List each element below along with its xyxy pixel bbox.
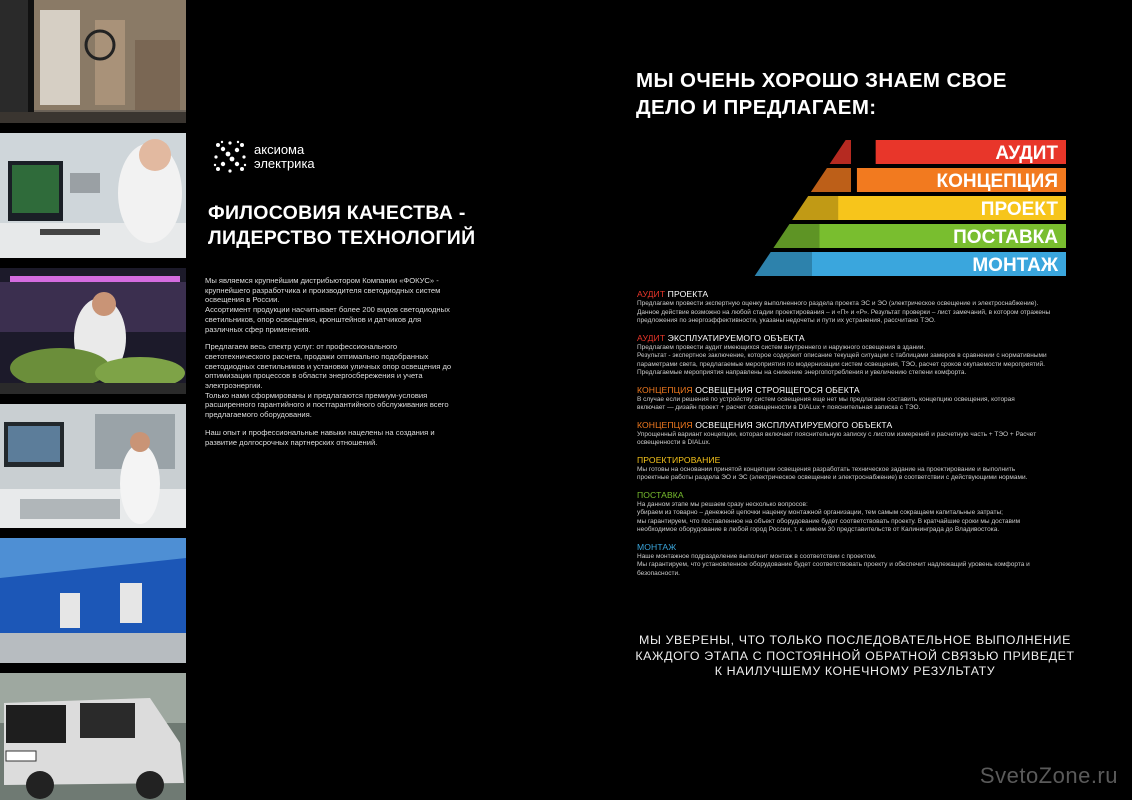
service-section bbox=[637, 289, 1077, 326]
closing-statement bbox=[600, 633, 1110, 680]
service-title-rest: ЭКСПЛУАТИРУЕМОГО ОБЪЕКТА bbox=[665, 332, 805, 343]
service-section bbox=[637, 385, 1077, 413]
service-section bbox=[637, 333, 1077, 378]
service-description: Предлагаем провести аудит имеющихся систем внутреннего и наружного освещения в здании. Результат - экспертное заключение, которое содержит описание текущей ситуации с таблицами замеров в сравнении с нормативными параметрами света, предлагаемые мероприятия по модернизации систем освещения, ТЭО, расчет сроков окупаемости мероприятий. Предлагаемые мероприятия направлены на снижение энергопотребления и увеличению степени комфорта. bbox=[637, 343, 1047, 376]
axioma-logo-icon bbox=[212, 139, 248, 175]
photo-strip bbox=[0, 0, 186, 800]
logo-line1: аксиома bbox=[254, 142, 305, 157]
service-description: Упрощенный вариант концепции, которая включает пояснительную записку с листом измерений и расчетную часть + ТЭО + Расчет освещенности в DIALux. bbox=[637, 430, 1037, 446]
logo-line2: электрика bbox=[254, 156, 315, 171]
service-section bbox=[637, 455, 1077, 483]
service-description: Наше монтажное подразделение выполнит монтаж в соответствии с проектом. Мы гарантируем, что установленное оборудование будет соответствовать проекту и обеспечит надлежащий уровень комфорта и безопасности. bbox=[637, 552, 1030, 577]
photo-testing-lab bbox=[0, 404, 186, 528]
left-paragraph: Предлагаем весь спектр услуг: от профессионального светотехнического расчета, продажи оптимально подобранных светодиодных светильников и установки уличных опор освещения до оптимизации процессов в области энергосбережения и учета электроэнергии. Только нами сформированы и предлагаются премиум-условия расширенного гарантийного и постгарантийного обслуживания всего предлагаемого оборудования. bbox=[205, 342, 452, 420]
photo-lab-plants bbox=[0, 268, 186, 394]
right-heading bbox=[636, 67, 1076, 121]
pyramid-level bbox=[755, 252, 1066, 276]
services-list bbox=[637, 289, 1077, 585]
service-description: Мы готовы на основании принятой концепции освещения разработать техническое задание на проектирование и выполнить проектные работы раздела ЭО и ЭС (электрическое освещение и электроснабжение) в соответствии с действующими нормами. bbox=[637, 465, 1028, 481]
pyramid-label: ПОСТАВКА bbox=[953, 227, 1058, 248]
photo-company-van bbox=[0, 673, 186, 800]
service-heading bbox=[637, 333, 1077, 343]
service-heading bbox=[637, 289, 1077, 299]
photo-engineer-computer bbox=[0, 133, 186, 258]
service-key: АУДИТ bbox=[637, 289, 666, 299]
pyramid-face bbox=[811, 168, 851, 192]
photo-warehouse-building bbox=[0, 538, 186, 663]
right-heading-line1: МЫ ОЧЕНЬ ХОРОШО ЗНАЕМ СВОЕ bbox=[636, 69, 1007, 92]
service-key: КОНЦЕПЦИЯ bbox=[637, 419, 693, 430]
pyramid-level bbox=[811, 168, 1066, 192]
service-title-rest: ОСВЕЩЕНИЯ СТРОЯЩЕГОСЯ ОБЕКТА bbox=[692, 384, 860, 395]
closing-line2: КАЖДОГО ЭТАПА С ПОСТОЯННОЙ ОБРАТНОЙ СВЯЗЬЮ ПРИВЕДЕТ bbox=[635, 648, 1075, 663]
service-title-rest: ПРОЕКТА bbox=[665, 289, 709, 299]
service-key: МОНТАЖ bbox=[637, 541, 677, 552]
left-heading-line1: ФИЛОСОВИЯ КАЧЕСТВА - bbox=[208, 202, 466, 224]
company-logo bbox=[212, 139, 332, 175]
pyramid-label: КОНЦЕПЦИЯ bbox=[936, 171, 1058, 192]
pyramid-label: АУДИТ bbox=[995, 143, 1058, 164]
left-paragraph: Наш опыт и профессиональные навыки нацелены на создания и развитие долгосрочных партнерских отношений. bbox=[205, 427, 435, 447]
service-section bbox=[637, 420, 1077, 448]
pyramid-level bbox=[773, 224, 1066, 248]
pyramid-label: ПРОЕКТ bbox=[980, 199, 1058, 220]
pyramid-label: МОНТАЖ bbox=[972, 255, 1058, 276]
closing-line1: МЫ УВЕРЕНЫ, ЧТО ТОЛЬКО ПОСЛЕДОВАТЕЛЬНОЕ ВЫПОЛНЕНИЕ bbox=[639, 633, 1071, 647]
left-heading bbox=[208, 201, 528, 251]
service-heading bbox=[637, 455, 1077, 465]
service-key: КОНЦЕПЦИЯ bbox=[637, 384, 693, 395]
service-description: На данном этапе мы решаем сразу несколько вопросов: убираем из товарно – денежной цепочки наценку монтажной организации, тем самым сокращаем капитальные затраты; мы гарантируем, что поставленное на объект оборудование будет соответствовать проекту. В кратчайшие сроки мы доставим необходимое оборудование в любой город России, т. к. имеем 30 представительств от Калининграда до Владивостока. bbox=[637, 500, 1021, 533]
service-section bbox=[637, 542, 1077, 579]
right-heading-line2: ДЕЛО И ПРЕДЛАГАЕМ: bbox=[636, 96, 877, 119]
services-pyramid bbox=[752, 138, 1072, 280]
watermark: SvetoZone.ru bbox=[979, 763, 1118, 788]
service-key: ПРОЕКТИРОВАНИЕ bbox=[637, 454, 721, 465]
left-heading-line2: ЛИДЕРСТВО ТЕХНОЛОГИЙ bbox=[208, 227, 476, 249]
service-key: АУДИТ bbox=[637, 332, 666, 343]
service-heading bbox=[637, 385, 1077, 395]
left-paragraph: Мы являемся крупнейшим дистрибьютором Компании «ФОКУС» - крупнейшего разработчика и производителя светодиодных систем освещения в России. Ассортимент продукции насчитывает более 200 видов светодиодных светильников, опор освещения, кронштейнов и датчиков для различных сфер применения. bbox=[205, 276, 450, 334]
service-description: Предлагаем провести экспертную оценку выполненного раздела проекта ЭС и ЭО (электрическое освещение и электроснабжение). Данное действие возможно на любой стадии проектирования – и «П» и «Р». Результат проверки – лист замечаний, в котором отражены предложения по энергоэффективности, указаны недочеты и пути их устранения, рассчитано ТЭО. bbox=[637, 300, 1051, 324]
photo-storefront bbox=[0, 0, 186, 123]
pyramid-level bbox=[830, 140, 1066, 164]
pyramid-level bbox=[792, 196, 1066, 220]
service-title-rest: ОСВЕЩЕНИЯ ЭКСПЛУАТИРУЕМОГО ОБЪЕКТА bbox=[692, 419, 893, 430]
left-body-text bbox=[205, 276, 495, 455]
logo-wordmark bbox=[254, 143, 315, 171]
service-section bbox=[637, 490, 1077, 535]
service-description: В случае если решения по устройству систем освещения еще нет мы предлагаем составить концепцию освещения, которая включает — дизайн проект + расчет освещенности в DIALux + пояснительная записка с ТЭО. bbox=[637, 395, 1015, 411]
service-heading bbox=[637, 420, 1077, 430]
closing-line3: К НАИЛУЧШЕМУ КОНЕЧНОМУ РЕЗУЛЬТАТУ bbox=[714, 664, 996, 678]
pyramid-face bbox=[830, 140, 851, 164]
service-heading bbox=[637, 542, 1077, 552]
service-key: ПОСТАВКА bbox=[637, 489, 684, 500]
service-heading bbox=[637, 490, 1077, 500]
